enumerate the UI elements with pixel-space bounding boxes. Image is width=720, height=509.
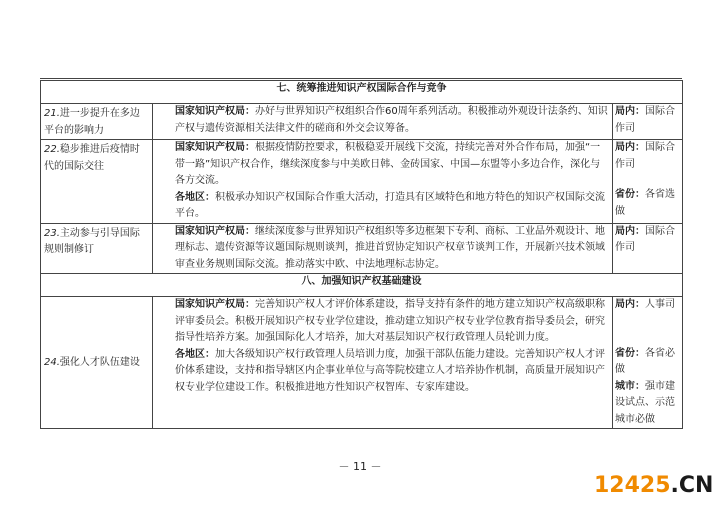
task-topic: 主动参与引导国际规则制修订 [44,227,140,255]
table-row [41,140,683,224]
section-title: 七、统筹推进知识产权国际合作与竞争 [41,81,683,104]
task-content-cell [153,297,613,429]
task-content-cell [153,140,613,224]
resp-text: 各省选做 [615,189,675,217]
responsibility-cell [613,104,683,140]
task-number-cell [41,223,153,274]
responsibility-cell [613,140,683,224]
task-topic: 进一步提升在多边平台的影响力 [44,108,140,136]
resp-label: 城市： [615,380,645,392]
actor-text: 办好与世界知识产权组织合作60周年系列活动。积极推动外观设计法条约、知识产权与遗传资源相关法律文件的磋商和外交会议筹备。 [175,106,608,134]
resp-label: 局内： [615,299,645,310]
actor-text: 加大各级知识产权行政管理人员培训力度，加强干部队伍能力建设。完善知识产权人才评价体系建设，支持和指导辖区内企事业单位与高等院校建立人才培养协作机制，高质量开展知识产权专业学位建设工作。积极推进地方性知识产权智库、专家库建设。 [175,348,605,393]
actor-text: 继续深度参与世界知识产权组织等多边框架下专利、商标、工业品外观设计、地理标志、遗传资源等议题国际规则谈判，推进首贸协定知识产权章节谈判工作，开展新兴技术领域审查业务规则国际交流。推动落实中欧、中法地理标志协定。 [175,225,605,270]
task-number-cell [41,140,153,224]
task-number: 24. [44,357,60,369]
actor-label: 国家知识产权局： [175,299,255,310]
task-number-cell [41,297,153,429]
table-row [41,223,683,274]
task-number: 21. [44,108,60,119]
resp-text: 各省必做 [615,347,675,375]
section-header [41,81,683,104]
actor-label: 各地区： [175,348,215,360]
actor-label: 国家知识产权局： [175,106,255,117]
responsibility-cell [613,223,683,274]
actor-label: 国家知识产权局： [175,225,255,237]
actor-label: 各地区： [175,191,215,203]
resp-text: 国际合作司 [615,106,675,134]
resp-label: 局内： [615,225,645,237]
resp-label: 省份： [615,347,645,359]
actor-text: 根据疫情防控要求，积极稳妥开展线下交流，持续完善对外合作布局，加强“一带一路”知识产权合作，继续深度参与中美欧日韩、金砖国家、中国—东盟等小多边合作，深化与各方交流。 [175,142,601,186]
task-number: 22. [44,144,60,155]
watermark-part2: .CN [670,473,714,498]
table-row [41,297,683,429]
task-topic: 强化人才队伍建设 [59,357,140,369]
top-rule [40,78,682,79]
task-number-cell [41,104,153,140]
resp-label: 局内： [615,106,645,117]
watermark-part1: 12425 [594,473,671,498]
responsibility-cell [613,297,683,429]
resp-text: 国际合作司 [615,225,675,253]
resp-text: 强市建设试点、示范城市必做 [615,380,675,425]
page-number: － 11 － [338,460,382,473]
resp-label: 局内： [615,142,645,153]
watermark-logo [594,473,713,498]
resp-text: 人事司 [645,299,675,310]
task-content-cell [153,104,613,140]
task-number: 23. [44,227,60,239]
section-header [41,274,683,297]
actor-text: 积极承办知识产权国际合作重大活动，打造具有区域特色和地方特色的知识产权国际交流平台。 [175,191,605,219]
resp-label: 省份： [615,189,645,200]
resp-text: 国际合作司 [615,142,675,170]
table-row [41,104,683,140]
section-title: 八、加强知识产权基础建设 [41,274,683,297]
task-topic: 稳步推进后疫情时代的国际交往 [44,144,140,172]
task-content-cell [153,223,613,274]
task-table [40,80,683,429]
actor-label: 国家知识产权局： [175,142,255,153]
actor-text: 完善知识产权人才评价体系建设，指导支持有条件的地方建立知识产权高级职称评审委员会。积极开展知识产权专业学位建设，推动建立知识产权专业学位教育指导委员会，研究指导性培养方案。加强国际化人才培养，加大对基层知识产权行政管理人员轮训力度。 [175,299,605,343]
